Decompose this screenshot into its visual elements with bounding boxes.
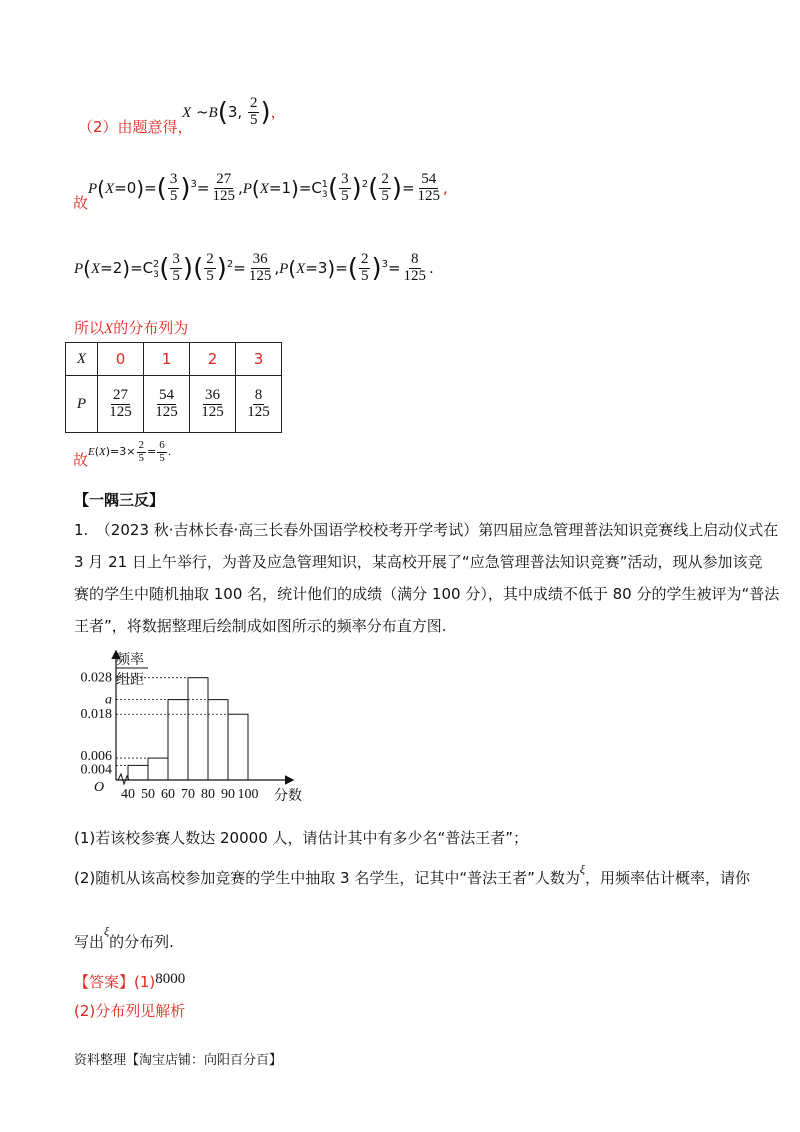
table-cell: $\frac{36}{125}$	[190, 376, 236, 433]
part2-label: （2）由题意得，	[78, 118, 193, 136]
problem-line-1: 1. （2023 秋·吉林长春·高三长春外国语学校校考开学考试）第四届应急管理普法知识竞赛线上启动仪式在	[74, 521, 779, 539]
x-tick-label: 60	[161, 787, 175, 802]
distribution-intro: 所以X的分布列为	[74, 319, 189, 337]
histogram-bar	[148, 758, 168, 780]
xi-symbol: ξ	[104, 924, 110, 938]
y-tick-label: 0.028	[80, 670, 112, 686]
problem-line-2: 3 月 21 日上午举行，为普及应急管理知识，某高校开展了“应急管理普法知识竞赛”活动，现从参加该竞	[74, 553, 763, 571]
question-2-line-1: (2)随机从该高校参加竞赛的学生中抽取 3 名学生，记其中“普法王者”人数为$^\xi$，用频率估计概率，请你	[74, 862, 751, 887]
table-cell: 1	[144, 343, 190, 376]
histogram-bar	[228, 714, 248, 780]
table-cell: $\frac{27}{125}$	[98, 376, 144, 433]
table-row	[66, 343, 282, 376]
table-cell: 3	[236, 343, 282, 376]
axis-break-icon	[118, 774, 129, 784]
histogram-bar	[168, 700, 188, 780]
table-cell: $\frac{54}{125}$	[144, 376, 190, 433]
table-cell: 2	[190, 343, 236, 376]
x-tick-label: 40	[121, 787, 135, 802]
so-label-1: 故	[73, 194, 89, 212]
expectation-formula: E(X)=3× $\frac{2}{5}$ = $\frac{6}{5}$ .	[88, 439, 172, 464]
formula-line-2: $P(X=2)=C_3^2$( $\frac{3}{5}$ )( $\frac{2}{5}$ )$^2$= $\frac{36}{125}$ ,P(X=3)=( $\frac{2}{5}$ )$^3$= $\frac{8}{125}$ .	[74, 251, 434, 284]
y-axis-label-bottom: 组距	[116, 673, 144, 688]
x-tick-label: 80	[201, 787, 215, 802]
y-tick-label: a	[105, 692, 112, 708]
answer-2: (2)分布列见解析	[74, 1002, 186, 1020]
answer-value: 8000	[155, 971, 186, 987]
histogram-bar	[208, 700, 228, 780]
problem-line-4: 王者”，将数据整理后绘制成如图所示的频率分布直方图.	[74, 617, 447, 635]
histogram-bar	[128, 765, 148, 780]
frequency-histogram	[60, 648, 310, 806]
so-label-2: 故	[73, 451, 89, 469]
x-tick-label: 100	[237, 787, 259, 802]
footer-source: 资料整理【淘宝店铺：向阳百分百】	[74, 1053, 283, 1068]
y-tick-label: 0.004	[80, 762, 112, 778]
x-tick-label: 50	[141, 787, 155, 802]
question-1: (1)若该校参赛人数达 20000 人，请估计其中有多少名“普法王者”；	[74, 829, 529, 847]
problem-line-3: 赛的学生中随机抽取 100 名，统计他们的成绩（满分 100 分），其中成绩不低于 80 分的学生被评为“普法	[74, 585, 780, 603]
x-tick-label: 90	[221, 787, 235, 802]
answer-1: 【答案】(1)8000	[74, 971, 186, 991]
distribution-table	[65, 342, 282, 433]
origin-label: O	[94, 780, 105, 795]
histogram-bar	[188, 678, 208, 780]
table-header-x: X	[66, 343, 98, 376]
x-axis-label: 分数	[274, 789, 302, 804]
x-tick-label: 70	[181, 787, 195, 802]
xi-symbol: ξ	[579, 862, 586, 876]
table-header-p: P	[66, 376, 98, 433]
question-2-line-2: 写出$^\xi$的分布列.	[74, 924, 174, 951]
binomial-formula: X ~B(3, $\frac{2}{5}$ )，	[182, 95, 286, 128]
formula-line-1: P(X=0)=( $\frac{3}{5}$ )$^3$= $\frac{27}{125}$ $,P(X=1)=C_3^1$( $\frac{3}{5}$ )$^2$( $\frac{2}{5}$ )= $\frac{54}{125}$ ,	[88, 171, 448, 204]
y-tick-label: 0.018	[80, 707, 112, 723]
section-heading: 【一隅三反】	[74, 491, 165, 509]
table-cell: 0	[98, 343, 144, 376]
table-cell: $\frac{8}{125}$	[236, 376, 282, 433]
y-tick-label: 0.006	[80, 749, 112, 765]
y-axis-label-top: 频率	[116, 653, 144, 668]
table-row	[66, 376, 282, 433]
